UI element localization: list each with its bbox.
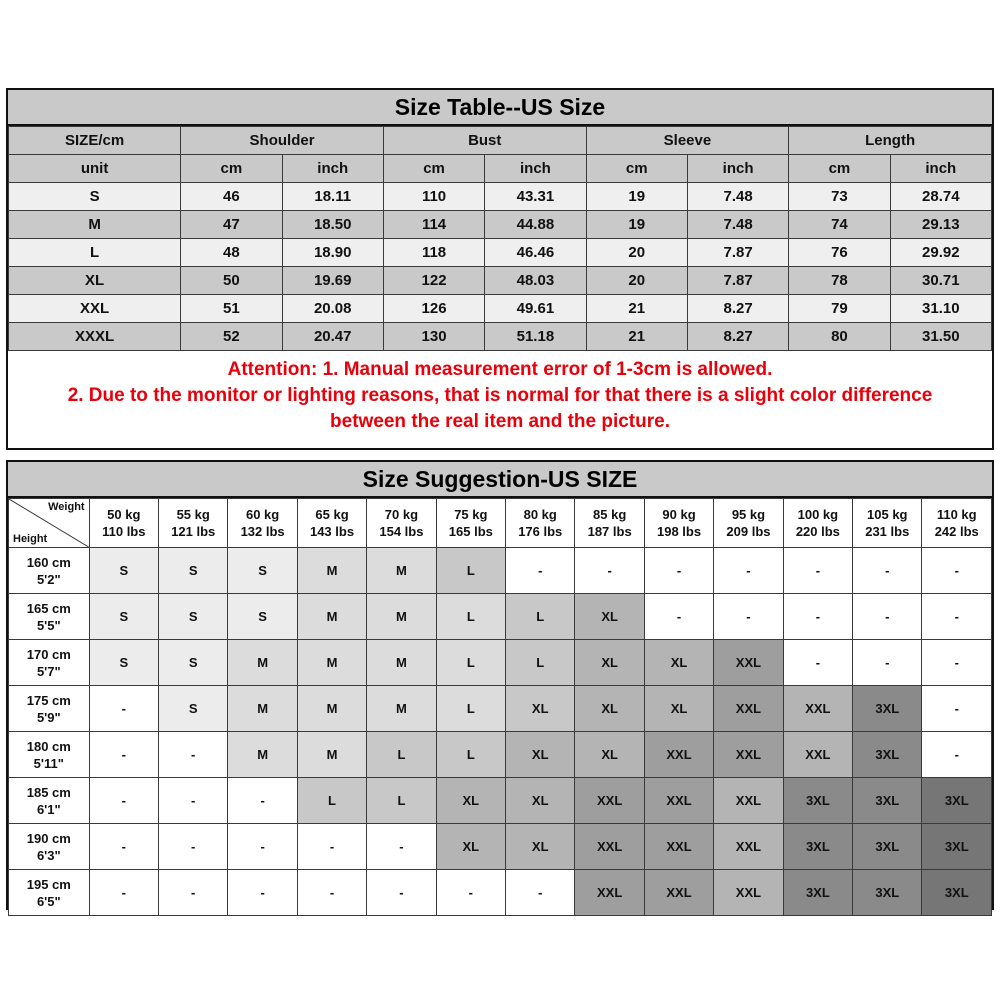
weight-kg: 100 kg xyxy=(797,507,839,522)
unit-cell: cm xyxy=(383,155,484,183)
height-cm: 185 cm xyxy=(26,784,71,800)
cell: 7.48 xyxy=(687,183,788,211)
suggestion-cell: - xyxy=(783,548,852,594)
suggestion-cell: - xyxy=(853,548,922,594)
weight-column-header xyxy=(367,499,436,548)
cell: 18.11 xyxy=(282,183,383,211)
weight-column-header xyxy=(89,499,158,548)
suggestion-cell: XXL xyxy=(714,824,783,870)
cell: XXXL xyxy=(9,323,181,351)
suggestion-cell: XXL xyxy=(714,732,783,778)
table-row xyxy=(9,211,992,239)
weight-kg: 65 kg xyxy=(315,507,349,522)
weight-kg: 90 kg xyxy=(662,507,696,522)
suggestion-cell: M xyxy=(228,640,297,686)
suggestion-cell: XL xyxy=(575,732,644,778)
height-ft: 6'3" xyxy=(36,847,61,863)
cell: 8.27 xyxy=(687,323,788,351)
size-suggestion-table xyxy=(8,498,992,916)
height-cm: 160 cm xyxy=(26,554,71,570)
table-row xyxy=(9,824,992,870)
suggestion-cell: - xyxy=(506,548,575,594)
cell: 20 xyxy=(586,239,687,267)
suggestion-cell: - xyxy=(297,870,366,916)
suggestion-cell: 3XL xyxy=(853,824,922,870)
suggestion-cell: 3XL xyxy=(783,824,852,870)
suggestion-cell: - xyxy=(89,686,158,732)
cell: 44.88 xyxy=(485,211,586,239)
size-suggestion-title: Size Suggestion-US SIZE xyxy=(8,462,992,498)
suggestion-cell: 3XL xyxy=(853,870,922,916)
suggestion-cell: 3XL xyxy=(853,778,922,824)
suggestion-cell: S xyxy=(159,686,228,732)
suggestion-cell: - xyxy=(922,594,992,640)
cell: 20.47 xyxy=(282,323,383,351)
suggestion-cell: L xyxy=(436,640,505,686)
suggestion-cell: - xyxy=(89,778,158,824)
weight-kg: 110 kg xyxy=(936,507,977,522)
cell: 19 xyxy=(586,183,687,211)
cell: 74 xyxy=(789,211,890,239)
suggestion-cell: - xyxy=(367,870,436,916)
suggestion-cell: M xyxy=(367,594,436,640)
suggestion-cell: - xyxy=(714,548,783,594)
table-row xyxy=(9,686,992,732)
suggestion-cell: XL xyxy=(506,732,575,778)
cell: 7.87 xyxy=(687,239,788,267)
cell: 18.50 xyxy=(282,211,383,239)
cell: 7.48 xyxy=(687,211,788,239)
suggestion-cell: 3XL xyxy=(922,870,992,916)
suggestion-cell: - xyxy=(89,824,158,870)
weight-column-header xyxy=(575,499,644,548)
suggestion-cell: - xyxy=(228,824,297,870)
suggestion-cell: S xyxy=(228,548,297,594)
suggestion-cell: - xyxy=(783,594,852,640)
cell: 80 xyxy=(789,323,890,351)
suggestion-cell: S xyxy=(89,548,158,594)
weight-height-corner xyxy=(9,499,90,548)
suggestion-cell: M xyxy=(367,640,436,686)
weight-kg: 55 kg xyxy=(176,507,210,522)
cell: 79 xyxy=(789,295,890,323)
suggestion-cell: - xyxy=(575,548,644,594)
suggestion-cell: L xyxy=(506,594,575,640)
suggestion-cell: S xyxy=(89,640,158,686)
weight-kg: 85 kg xyxy=(593,507,627,522)
table-row xyxy=(9,295,992,323)
suggestion-cell: XL xyxy=(506,824,575,870)
suggestion-cell: 3XL xyxy=(922,824,992,870)
suggestion-cell: M xyxy=(297,732,366,778)
height-cm: 195 cm xyxy=(26,876,71,892)
cell: 21 xyxy=(586,295,687,323)
cell: 18.90 xyxy=(282,239,383,267)
size-table-title: Size Table--US Size xyxy=(8,90,992,126)
attention-line-2: 2. Due to the monitor or lighting reasons, that is normal for that there is a slight color difference xyxy=(67,385,933,406)
unit-cell: cm xyxy=(789,155,890,183)
height-ft: 6'1" xyxy=(36,801,61,817)
height-cm: 165 cm xyxy=(26,600,71,616)
height-ft: 5'7" xyxy=(36,663,61,679)
weight-column-header xyxy=(853,499,922,548)
attention-note xyxy=(8,351,992,439)
suggestion-cell: M xyxy=(367,686,436,732)
suggestion-cell: XL xyxy=(575,594,644,640)
suggestion-cell: - xyxy=(506,870,575,916)
suggestion-cell: XL xyxy=(644,686,713,732)
suggestion-cell: XL xyxy=(575,640,644,686)
suggestion-cell: XXL xyxy=(644,732,713,778)
suggestion-cell: 3XL xyxy=(783,778,852,824)
header-size: SIZE/cm xyxy=(9,127,181,155)
header-shoulder: Shoulder xyxy=(181,127,384,155)
suggestion-cell: - xyxy=(644,594,713,640)
height-ft: 6'5" xyxy=(36,893,61,909)
cell: 51 xyxy=(181,295,282,323)
suggestion-cell: L xyxy=(436,594,505,640)
cell: 51.18 xyxy=(485,323,586,351)
suggestion-cell: L xyxy=(436,732,505,778)
suggestion-cell: S xyxy=(159,548,228,594)
cell: 118 xyxy=(383,239,484,267)
cell: S xyxy=(9,183,181,211)
height-row-header xyxy=(9,824,90,870)
attention-line-1: Attention: 1. Manual measurement error of 1-3cm is allowed. xyxy=(227,359,773,380)
weight-lbs: 220 lbs xyxy=(795,524,840,539)
suggestion-cell: XXL xyxy=(714,778,783,824)
weight-lbs: 198 lbs xyxy=(657,524,702,539)
weight-kg: 80 kg xyxy=(523,507,557,522)
suggestion-cell: S xyxy=(159,594,228,640)
weight-kg: 105 kg xyxy=(867,507,908,522)
table-unit-row xyxy=(9,155,992,183)
cell: 43.31 xyxy=(485,183,586,211)
table-row xyxy=(9,594,992,640)
cell: 20.08 xyxy=(282,295,383,323)
cell: 76 xyxy=(789,239,890,267)
suggestion-cell: XL xyxy=(436,778,505,824)
suggestion-cell: XL xyxy=(506,686,575,732)
cell: 52 xyxy=(181,323,282,351)
suggestion-cell: L xyxy=(506,640,575,686)
suggestion-cell: - xyxy=(228,778,297,824)
cell: 31.50 xyxy=(890,323,991,351)
suggestion-cell: S xyxy=(228,594,297,640)
height-cm: 170 cm xyxy=(26,646,71,662)
cell: 8.27 xyxy=(687,295,788,323)
table-row xyxy=(9,548,992,594)
cell: 47 xyxy=(181,211,282,239)
suggestion-cell: L xyxy=(436,686,505,732)
cell: 50 xyxy=(181,267,282,295)
cell: 19.69 xyxy=(282,267,383,295)
cell: 20 xyxy=(586,267,687,295)
table-row xyxy=(9,778,992,824)
suggestion-cell: 3XL xyxy=(783,870,852,916)
suggestion-cell: - xyxy=(159,732,228,778)
weight-lbs: 187 lbs xyxy=(587,524,632,539)
suggestion-cell: L xyxy=(297,778,366,824)
cell: 46 xyxy=(181,183,282,211)
table-row xyxy=(9,870,992,916)
height-cm: 180 cm xyxy=(26,738,71,754)
weight-lbs: 165 lbs xyxy=(448,524,493,539)
header-length: Length xyxy=(789,127,992,155)
suggestion-cell: XXL xyxy=(644,778,713,824)
suggestion-cell: - xyxy=(853,640,922,686)
weight-column-header xyxy=(922,499,992,548)
suggestion-cell: M xyxy=(297,548,366,594)
suggestion-cell: XXL xyxy=(783,686,852,732)
suggestion-cell: - xyxy=(228,870,297,916)
suggestion-cell: XL xyxy=(436,824,505,870)
height-ft: 5'2" xyxy=(36,571,61,587)
height-cm: 190 cm xyxy=(26,830,71,846)
cell: 48.03 xyxy=(485,267,586,295)
weight-column-header xyxy=(228,499,297,548)
cell: XL xyxy=(9,267,181,295)
suggestion-cell: XXL xyxy=(714,686,783,732)
suggestion-cell: - xyxy=(853,594,922,640)
weight-column-header xyxy=(159,499,228,548)
table-header-groups xyxy=(9,127,992,155)
cell: 73 xyxy=(789,183,890,211)
weight-lbs: 154 lbs xyxy=(379,524,424,539)
suggestion-cell: XXL xyxy=(644,870,713,916)
suggestion-cell: M xyxy=(297,640,366,686)
suggestion-cell: XL xyxy=(506,778,575,824)
height-axis-label: Height xyxy=(13,533,48,545)
table-row xyxy=(9,183,992,211)
weight-lbs: 143 lbs xyxy=(309,524,355,539)
suggestion-cell: - xyxy=(644,548,713,594)
suggestion-cell: XL xyxy=(644,640,713,686)
suggestion-cell: 3XL xyxy=(922,778,992,824)
cell: 48 xyxy=(181,239,282,267)
table-row xyxy=(9,732,992,778)
suggestion-cell: XL xyxy=(575,686,644,732)
header-sleeve: Sleeve xyxy=(586,127,789,155)
table-row xyxy=(9,323,992,351)
attention-line-3: between the real item and the picture. xyxy=(330,411,670,432)
unit-label: unit xyxy=(9,155,181,183)
weight-column-header xyxy=(297,499,366,548)
height-row-header xyxy=(9,594,90,640)
suggestion-cell: - xyxy=(922,732,992,778)
height-cm: 175 cm xyxy=(26,692,71,708)
cell: XXL xyxy=(9,295,181,323)
weight-axis-label: Weight xyxy=(48,501,85,513)
height-ft: 5'5" xyxy=(36,617,61,633)
suggestion-cell: 3XL xyxy=(853,686,922,732)
cell: L xyxy=(9,239,181,267)
weight-kg: 60 kg xyxy=(245,507,280,522)
weight-lbs: 231 lbs xyxy=(865,524,910,539)
suggestion-header-row xyxy=(9,499,992,548)
suggestion-cell: S xyxy=(89,594,158,640)
height-row-header xyxy=(9,778,90,824)
suggestion-cell: - xyxy=(89,870,158,916)
suggestion-cell: - xyxy=(367,824,436,870)
suggestion-cell: - xyxy=(714,594,783,640)
cell: 110 xyxy=(383,183,484,211)
cell: 31.10 xyxy=(890,295,991,323)
cell: 126 xyxy=(383,295,484,323)
suggestion-cell: S xyxy=(159,640,228,686)
cell: 114 xyxy=(383,211,484,239)
cell: 46.46 xyxy=(485,239,586,267)
weight-column-header xyxy=(783,499,852,548)
table-row xyxy=(9,267,992,295)
height-row-header xyxy=(9,732,90,778)
cell: 7.87 xyxy=(687,267,788,295)
suggestion-cell: M xyxy=(297,594,366,640)
cell: 21 xyxy=(586,323,687,351)
suggestion-cell: - xyxy=(922,686,992,732)
weight-lbs: 121 lbs xyxy=(171,524,216,539)
suggestion-cell: - xyxy=(436,870,505,916)
suggestion-cell: XXL xyxy=(714,870,783,916)
cell: 19 xyxy=(586,211,687,239)
weight-lbs: 209 lbs xyxy=(726,524,771,539)
weight-column-header xyxy=(506,499,575,548)
cell: 29.92 xyxy=(890,239,991,267)
size-table xyxy=(8,126,992,351)
unit-cell: cm xyxy=(586,155,687,183)
weight-column-header xyxy=(644,499,713,548)
suggestion-cell: - xyxy=(159,824,228,870)
suggestion-cell: L xyxy=(367,778,436,824)
suggestion-cell: - xyxy=(159,778,228,824)
table-row xyxy=(9,640,992,686)
weight-lbs: 242 lbs xyxy=(934,524,979,539)
weight-kg: 70 kg xyxy=(384,507,419,522)
suggestion-cell: L xyxy=(436,548,505,594)
height-ft: 5'11" xyxy=(33,755,64,771)
cell: 49.61 xyxy=(485,295,586,323)
suggestion-cell: M xyxy=(228,686,297,732)
size-suggestion-block xyxy=(6,460,994,910)
suggestion-cell: M xyxy=(367,548,436,594)
suggestion-cell: - xyxy=(297,824,366,870)
cell: 28.74 xyxy=(890,183,991,211)
suggestion-cell: XXL xyxy=(575,824,644,870)
suggestion-cell: XXL xyxy=(783,732,852,778)
height-row-header xyxy=(9,640,90,686)
height-ft: 5'9" xyxy=(36,709,61,725)
unit-cell: inch xyxy=(282,155,383,183)
suggestion-cell: XXL xyxy=(575,778,644,824)
header-bust: Bust xyxy=(383,127,586,155)
suggestion-cell: - xyxy=(922,640,992,686)
cell: 78 xyxy=(789,267,890,295)
size-table-block xyxy=(6,88,994,450)
cell: 122 xyxy=(383,267,484,295)
weight-kg: 95 kg xyxy=(731,507,766,522)
suggestion-cell: M xyxy=(228,732,297,778)
table-row xyxy=(9,239,992,267)
suggestion-cell: M xyxy=(297,686,366,732)
suggestion-cell: L xyxy=(367,732,436,778)
cell: 29.13 xyxy=(890,211,991,239)
height-row-header xyxy=(9,686,90,732)
suggestion-cell: 3XL xyxy=(853,732,922,778)
suggestion-cell: - xyxy=(159,870,228,916)
cell: 30.71 xyxy=(890,267,991,295)
weight-lbs: 132 lbs xyxy=(240,524,285,539)
weight-kg: 75 kg xyxy=(454,507,488,522)
suggestion-cell: XXL xyxy=(575,870,644,916)
suggestion-cell: XXL xyxy=(714,640,783,686)
weight-lbs: 110 lbs xyxy=(102,524,146,539)
unit-cell: cm xyxy=(181,155,282,183)
unit-cell: inch xyxy=(890,155,991,183)
weight-kg: 50 kg xyxy=(107,507,141,522)
cell: 130 xyxy=(383,323,484,351)
height-row-header xyxy=(9,870,90,916)
cell: M xyxy=(9,211,181,239)
unit-cell: inch xyxy=(485,155,586,183)
suggestion-cell: - xyxy=(922,548,992,594)
height-row-header xyxy=(9,548,90,594)
suggestion-cell: - xyxy=(89,732,158,778)
weight-column-header xyxy=(714,499,783,548)
weight-column-header xyxy=(436,499,505,548)
weight-lbs: 176 lbs xyxy=(518,524,563,539)
suggestion-cell: - xyxy=(783,640,852,686)
unit-cell: inch xyxy=(687,155,788,183)
suggestion-cell: XXL xyxy=(644,824,713,870)
